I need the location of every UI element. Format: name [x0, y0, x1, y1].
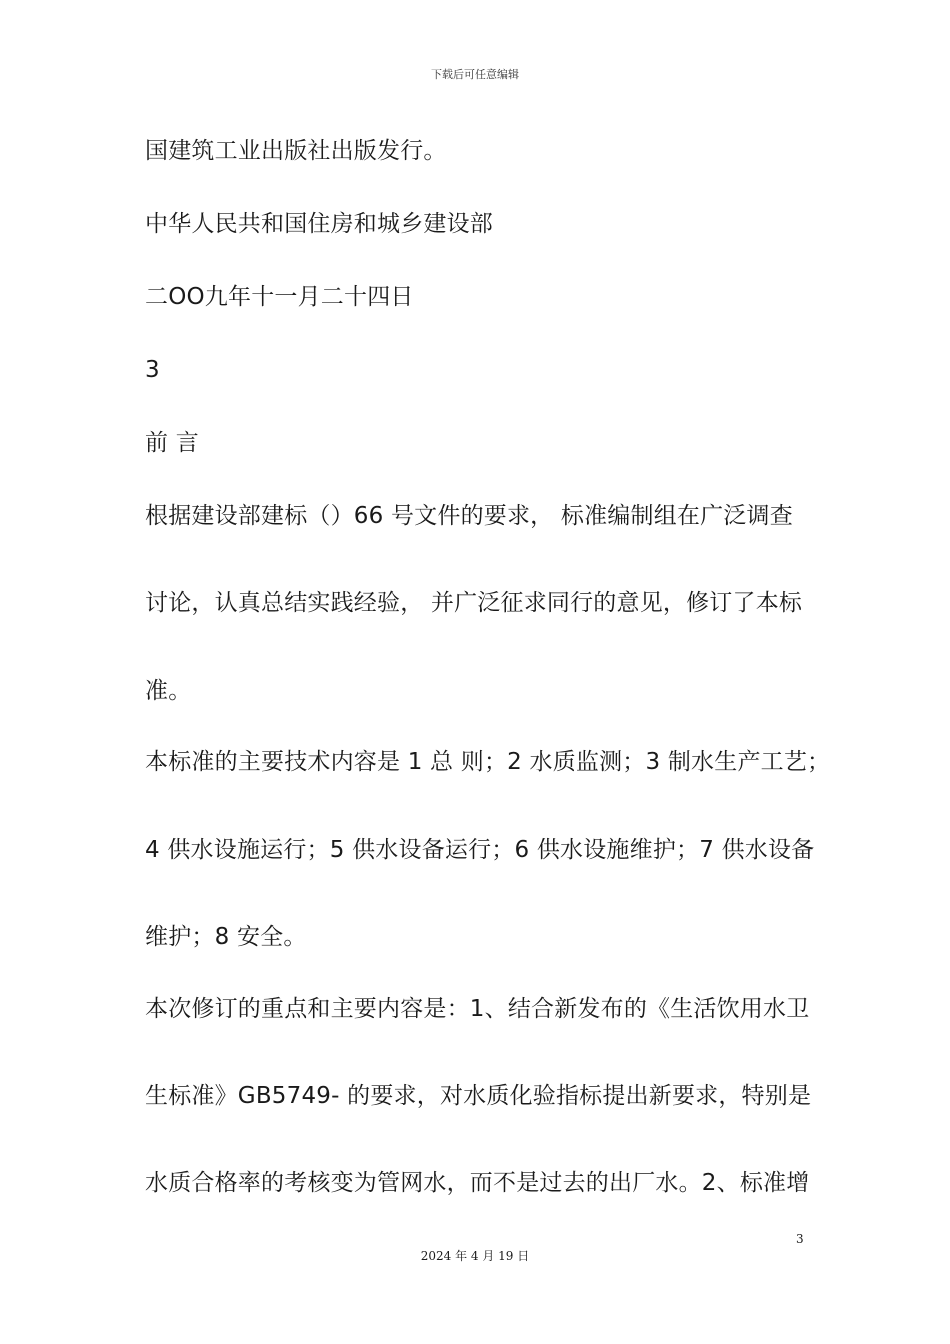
text-line: 4 供水设施运行；5 供水设备运行；6 供水设施维护；7 供水设备: [145, 837, 815, 863]
header-note: 下载后可任意编辑: [431, 68, 519, 81]
section-heading: 前 言: [145, 430, 199, 456]
text-line: 根据建设部建标（）66 号文件的要求， 标准编制组在广泛调查: [145, 503, 793, 529]
text-line: 3: [145, 357, 160, 383]
text-line: 准。: [145, 678, 192, 704]
text-line: 本标准的主要技术内容是 1 总 则；2 水质监测；3 制水生产工艺；: [145, 749, 831, 775]
page-number: 3: [796, 1232, 804, 1246]
text-line: 生标准》GB5749- 的要求，对水质化验指标提出新要求，特别是: [145, 1083, 812, 1109]
text-line: 水质合格率的考核变为管网水，而不是过去的出厂水。2、标准增: [145, 1170, 810, 1196]
text-line: 维护；8 安全。: [145, 924, 307, 950]
footer-date: 2024 年 4 月 19 日: [420, 1249, 530, 1263]
text-line: 国建筑工业出版社出版发行。: [145, 138, 447, 164]
text-line: 讨论，认真总结实践经验， 并广泛征求同行的意见，修订了本标: [145, 590, 803, 616]
text-line: 中华人民共和国住房和城乡建设部: [145, 211, 493, 237]
text-line: 二OO九年十一月二十四日: [145, 284, 414, 310]
text-line: 本次修订的重点和主要内容是：1、结合新发布的《生活饮用水卫: [145, 996, 810, 1022]
